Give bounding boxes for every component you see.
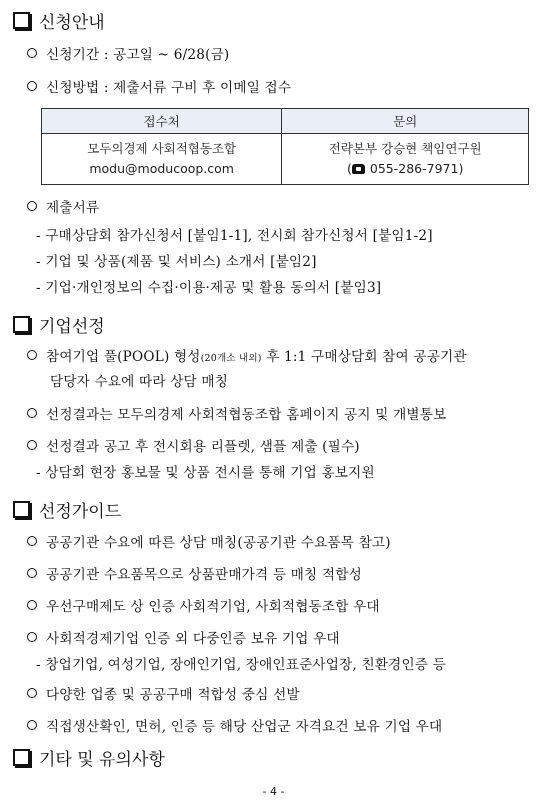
circle-bullet-icon — [27, 201, 37, 211]
guide-item-6 — [27, 715, 442, 735]
apply-period-text: 신청기간 : 공고일 ~ 6/28(금) — [46, 47, 230, 63]
section-heading-etc — [13, 745, 165, 770]
contact-table — [41, 108, 529, 185]
apply-method — [27, 76, 291, 96]
guide-item-2 — [27, 563, 362, 583]
section-heading-guide-text: 선정가이드 — [39, 502, 122, 522]
section-heading-etc-text: 기타 및 유의사항 — [39, 750, 165, 770]
guide-item-1 — [27, 531, 391, 551]
section-heading-guide — [13, 497, 121, 522]
selection-item-1 — [27, 345, 467, 365]
selection-item-3-sub: - 상담회 현장 홍보물 및 상품 전시를 통해 기업 홍보지원 — [36, 465, 375, 481]
guide-item-6-text: 직접생산확인, 면허, 인증 등 해당 산업군 자격요건 보유 기업 우대 — [46, 719, 443, 735]
table-header-reception: 접수처 — [42, 109, 282, 134]
docs-item-3: - 기업·개인정보의 수집·이용·제공 및 활용 동의서 [붙임3] — [36, 280, 382, 296]
docs-item-2: - 기업 및 상품(제품 및 서비스) 소개서 [붙임2] — [36, 254, 317, 270]
guide-item-1-text: 공공기관 수요에 따른 상담 매칭(공공기관 수요품목 참고) — [46, 535, 391, 551]
circle-bullet-icon — [27, 568, 37, 578]
table-header-inquiry: 문의 — [282, 109, 529, 134]
selection-item-3-text: 선정결과 공고 후 전시회용 리플렛, 샘플 제출 (필수) — [46, 439, 360, 455]
circle-bullet-icon — [27, 600, 37, 610]
selection-item-1-text: 참여기업 풀(POOL) 형성 — [46, 349, 201, 365]
circle-bullet-icon — [27, 720, 37, 730]
circle-bullet-icon — [27, 48, 37, 58]
selection-item-3 — [27, 435, 360, 455]
apply-method-text: 신청방법 : 제출서류 구비 후 이메일 접수 — [46, 80, 292, 96]
guide-item-4-sub: - 창업기업, 여성기업, 장애인기업, 장애인표준사업장, 친환경인증 등 — [36, 657, 446, 673]
reception-email: modu@moducoop.com — [89, 161, 234, 176]
circle-bullet-icon — [27, 440, 37, 450]
selection-item-2 — [27, 403, 446, 423]
guide-item-4-text: 사회적경제기업 인증 외 다중인증 보유 기업 우대 — [46, 631, 340, 647]
guide-item-5-text: 다양한 업종 및 공공구매 적합성 중심 선발 — [46, 687, 300, 703]
checkbox-square-icon — [13, 316, 30, 333]
section-heading-selection — [13, 312, 105, 337]
inquiry-contact: 전략본부 강승현 책임연구원 — [328, 141, 482, 156]
docs-title — [27, 196, 99, 216]
docs-item-1: - 구매상담회 참가신청서 [붙임1-1], 전시회 참가신청서 [붙임1-2] — [36, 228, 433, 244]
checkbox-square-icon — [13, 12, 30, 29]
inquiry-phone: ( 055-286-7971) — [347, 161, 464, 176]
phone-icon — [352, 164, 365, 174]
page-number: - 4 - — [262, 785, 285, 798]
selection-item-1-note: (20개소 내외) — [200, 353, 262, 364]
circle-bullet-icon — [27, 408, 37, 418]
reception-cell — [42, 134, 282, 185]
circle-bullet-icon — [27, 81, 37, 91]
checkbox-square-icon — [13, 501, 30, 518]
guide-item-5 — [27, 683, 300, 703]
circle-bullet-icon — [27, 632, 37, 642]
selection-item-1-cont: 담당자 수요에 따라 상담 매칭 — [50, 374, 229, 390]
circle-bullet-icon — [27, 350, 37, 360]
circle-bullet-icon — [27, 536, 37, 546]
selection-item-2-text: 선정결과는 모두의경제 사회적협동조합 홈페이지 공지 및 개별통보 — [46, 407, 447, 423]
circle-bullet-icon — [27, 688, 37, 698]
guide-item-3 — [27, 595, 380, 615]
section-heading-apply-text: 신청안내 — [39, 13, 105, 33]
section-heading-selection-text: 기업선정 — [39, 317, 105, 337]
apply-period — [27, 43, 229, 63]
section-heading-apply — [13, 8, 105, 33]
guide-item-2-text: 공공기관 수요품목으로 상품판매가격 등 매칭 적합성 — [46, 567, 362, 583]
guide-item-3-text: 우선구매제도 상 인증 사회적기업, 사회적협동조합 우대 — [46, 599, 380, 615]
inquiry-cell — [282, 134, 529, 185]
guide-item-4 — [27, 627, 340, 647]
docs-title-text: 제출서류 — [46, 200, 100, 216]
selection-item-1-text-b: 후 1:1 구매상담회 참여 공공기관 — [261, 349, 467, 365]
checkbox-square-icon — [13, 749, 30, 766]
reception-org: 모두의경제 사회적협동조합 — [87, 141, 237, 156]
inquiry-phone-number: 055-286-7971 — [369, 161, 459, 176]
